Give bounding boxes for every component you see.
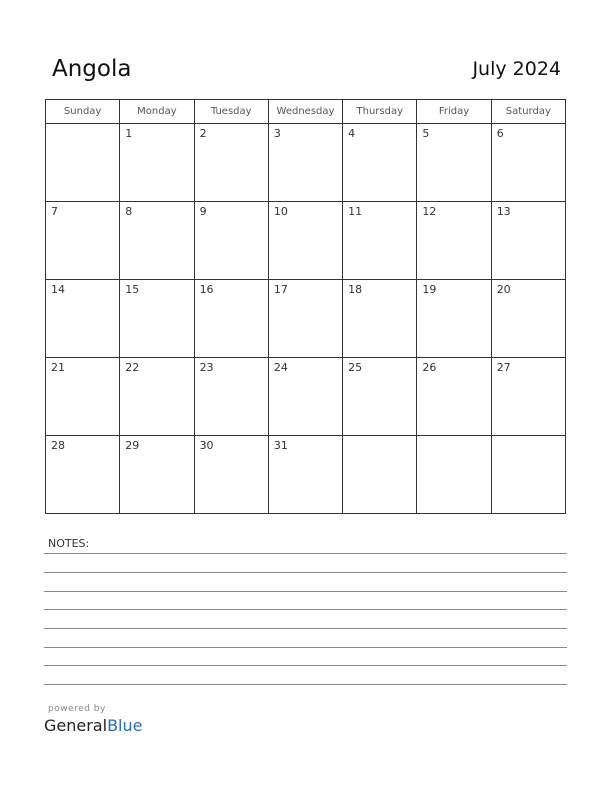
week-row (46, 124, 566, 202)
day-number: 21 (51, 361, 65, 374)
day-number: 7 (51, 205, 58, 218)
day-number: 18 (348, 283, 363, 296)
day-cell (343, 358, 417, 436)
day-number: 11 (348, 205, 363, 218)
weekday-tuesday: Tuesday (194, 100, 268, 124)
day-cell (46, 358, 120, 436)
day-number: 31 (273, 439, 288, 452)
day-cell (491, 436, 565, 514)
weekday-thursday: Thursday (343, 100, 417, 124)
day-cell (120, 280, 194, 358)
month-year-title: July 2024 (472, 58, 561, 80)
day-cell (120, 436, 194, 514)
day-cell (194, 124, 268, 202)
day-number: 22 (125, 361, 140, 374)
day-cell (417, 124, 491, 202)
notes-line (44, 684, 567, 685)
day-cell (343, 280, 417, 358)
day-number: 28 (51, 439, 65, 452)
country-title: Angola (52, 56, 132, 82)
calendar-grid (45, 99, 566, 514)
weekday-monday: Monday (120, 100, 194, 124)
day-cell (120, 358, 194, 436)
day-number: 29 (125, 439, 140, 452)
day-number: 13 (496, 205, 511, 218)
day-cell (343, 436, 417, 514)
weekday-friday: Friday (417, 100, 491, 124)
day-number: 19 (422, 283, 437, 296)
day-number: 9 (199, 205, 207, 218)
day-number: 2 (199, 127, 207, 140)
powered-by-text: powered by (48, 704, 106, 714)
day-number: 20 (496, 283, 511, 296)
day-cell (343, 202, 417, 280)
day-cell (343, 124, 417, 202)
weekday-header-row (46, 100, 566, 124)
day-number (46, 124, 119, 127)
day-cell (194, 202, 268, 280)
day-number: 4 (348, 127, 356, 140)
day-cell (120, 202, 194, 280)
week-row (46, 202, 566, 280)
day-number: 26 (422, 361, 437, 374)
day-cell (46, 124, 120, 202)
day-number: 16 (199, 283, 214, 296)
notes-line (44, 609, 567, 610)
day-number: 6 (496, 127, 504, 140)
week-row (46, 358, 566, 436)
day-number: 30 (199, 439, 214, 452)
notes-line (44, 628, 567, 629)
day-cell (491, 202, 565, 280)
weekday-saturday: Saturday (491, 100, 565, 124)
day-number: 23 (199, 361, 214, 374)
day-cell (417, 280, 491, 358)
day-number: 14 (51, 283, 65, 296)
day-number: 10 (273, 205, 288, 218)
day-cell (268, 436, 342, 514)
day-cell (417, 358, 491, 436)
weekday-sunday: Sunday (46, 100, 120, 124)
day-cell (268, 124, 342, 202)
day-cell (268, 280, 342, 358)
day-cell (194, 280, 268, 358)
day-cell (268, 358, 342, 436)
generalblue-logo[interactable] (44, 716, 142, 736)
day-cell (194, 436, 268, 514)
day-number: 25 (348, 361, 363, 374)
logo-blue: Blue (107, 716, 143, 735)
day-number: 12 (422, 205, 437, 218)
day-number: 17 (273, 283, 288, 296)
day-cell (46, 436, 120, 514)
day-number (492, 436, 565, 439)
day-number: 24 (273, 361, 288, 374)
day-number: 15 (125, 283, 140, 296)
day-cell (417, 436, 491, 514)
day-cell (268, 202, 342, 280)
week-row (46, 280, 566, 358)
notes-line (44, 572, 567, 573)
day-number (343, 436, 416, 439)
notes-label: NOTES: (48, 537, 90, 550)
notes-line (44, 665, 567, 666)
day-cell (491, 124, 565, 202)
day-cell (46, 280, 120, 358)
day-number: 5 (422, 127, 430, 140)
day-cell (46, 202, 120, 280)
day-cell (417, 202, 491, 280)
weekday-wednesday: Wednesday (268, 100, 342, 124)
day-number: 1 (125, 127, 133, 140)
day-number: 27 (496, 361, 511, 374)
notes-line (44, 591, 567, 592)
day-cell (120, 124, 194, 202)
notes-line (44, 553, 567, 554)
day-cell (491, 280, 565, 358)
notes-line (44, 647, 567, 648)
day-number (417, 436, 490, 439)
day-cell (491, 358, 565, 436)
logo-general: General (44, 716, 108, 735)
day-number: 8 (125, 205, 133, 218)
day-number: 3 (273, 127, 281, 140)
day-cell (194, 358, 268, 436)
week-row (46, 436, 566, 514)
